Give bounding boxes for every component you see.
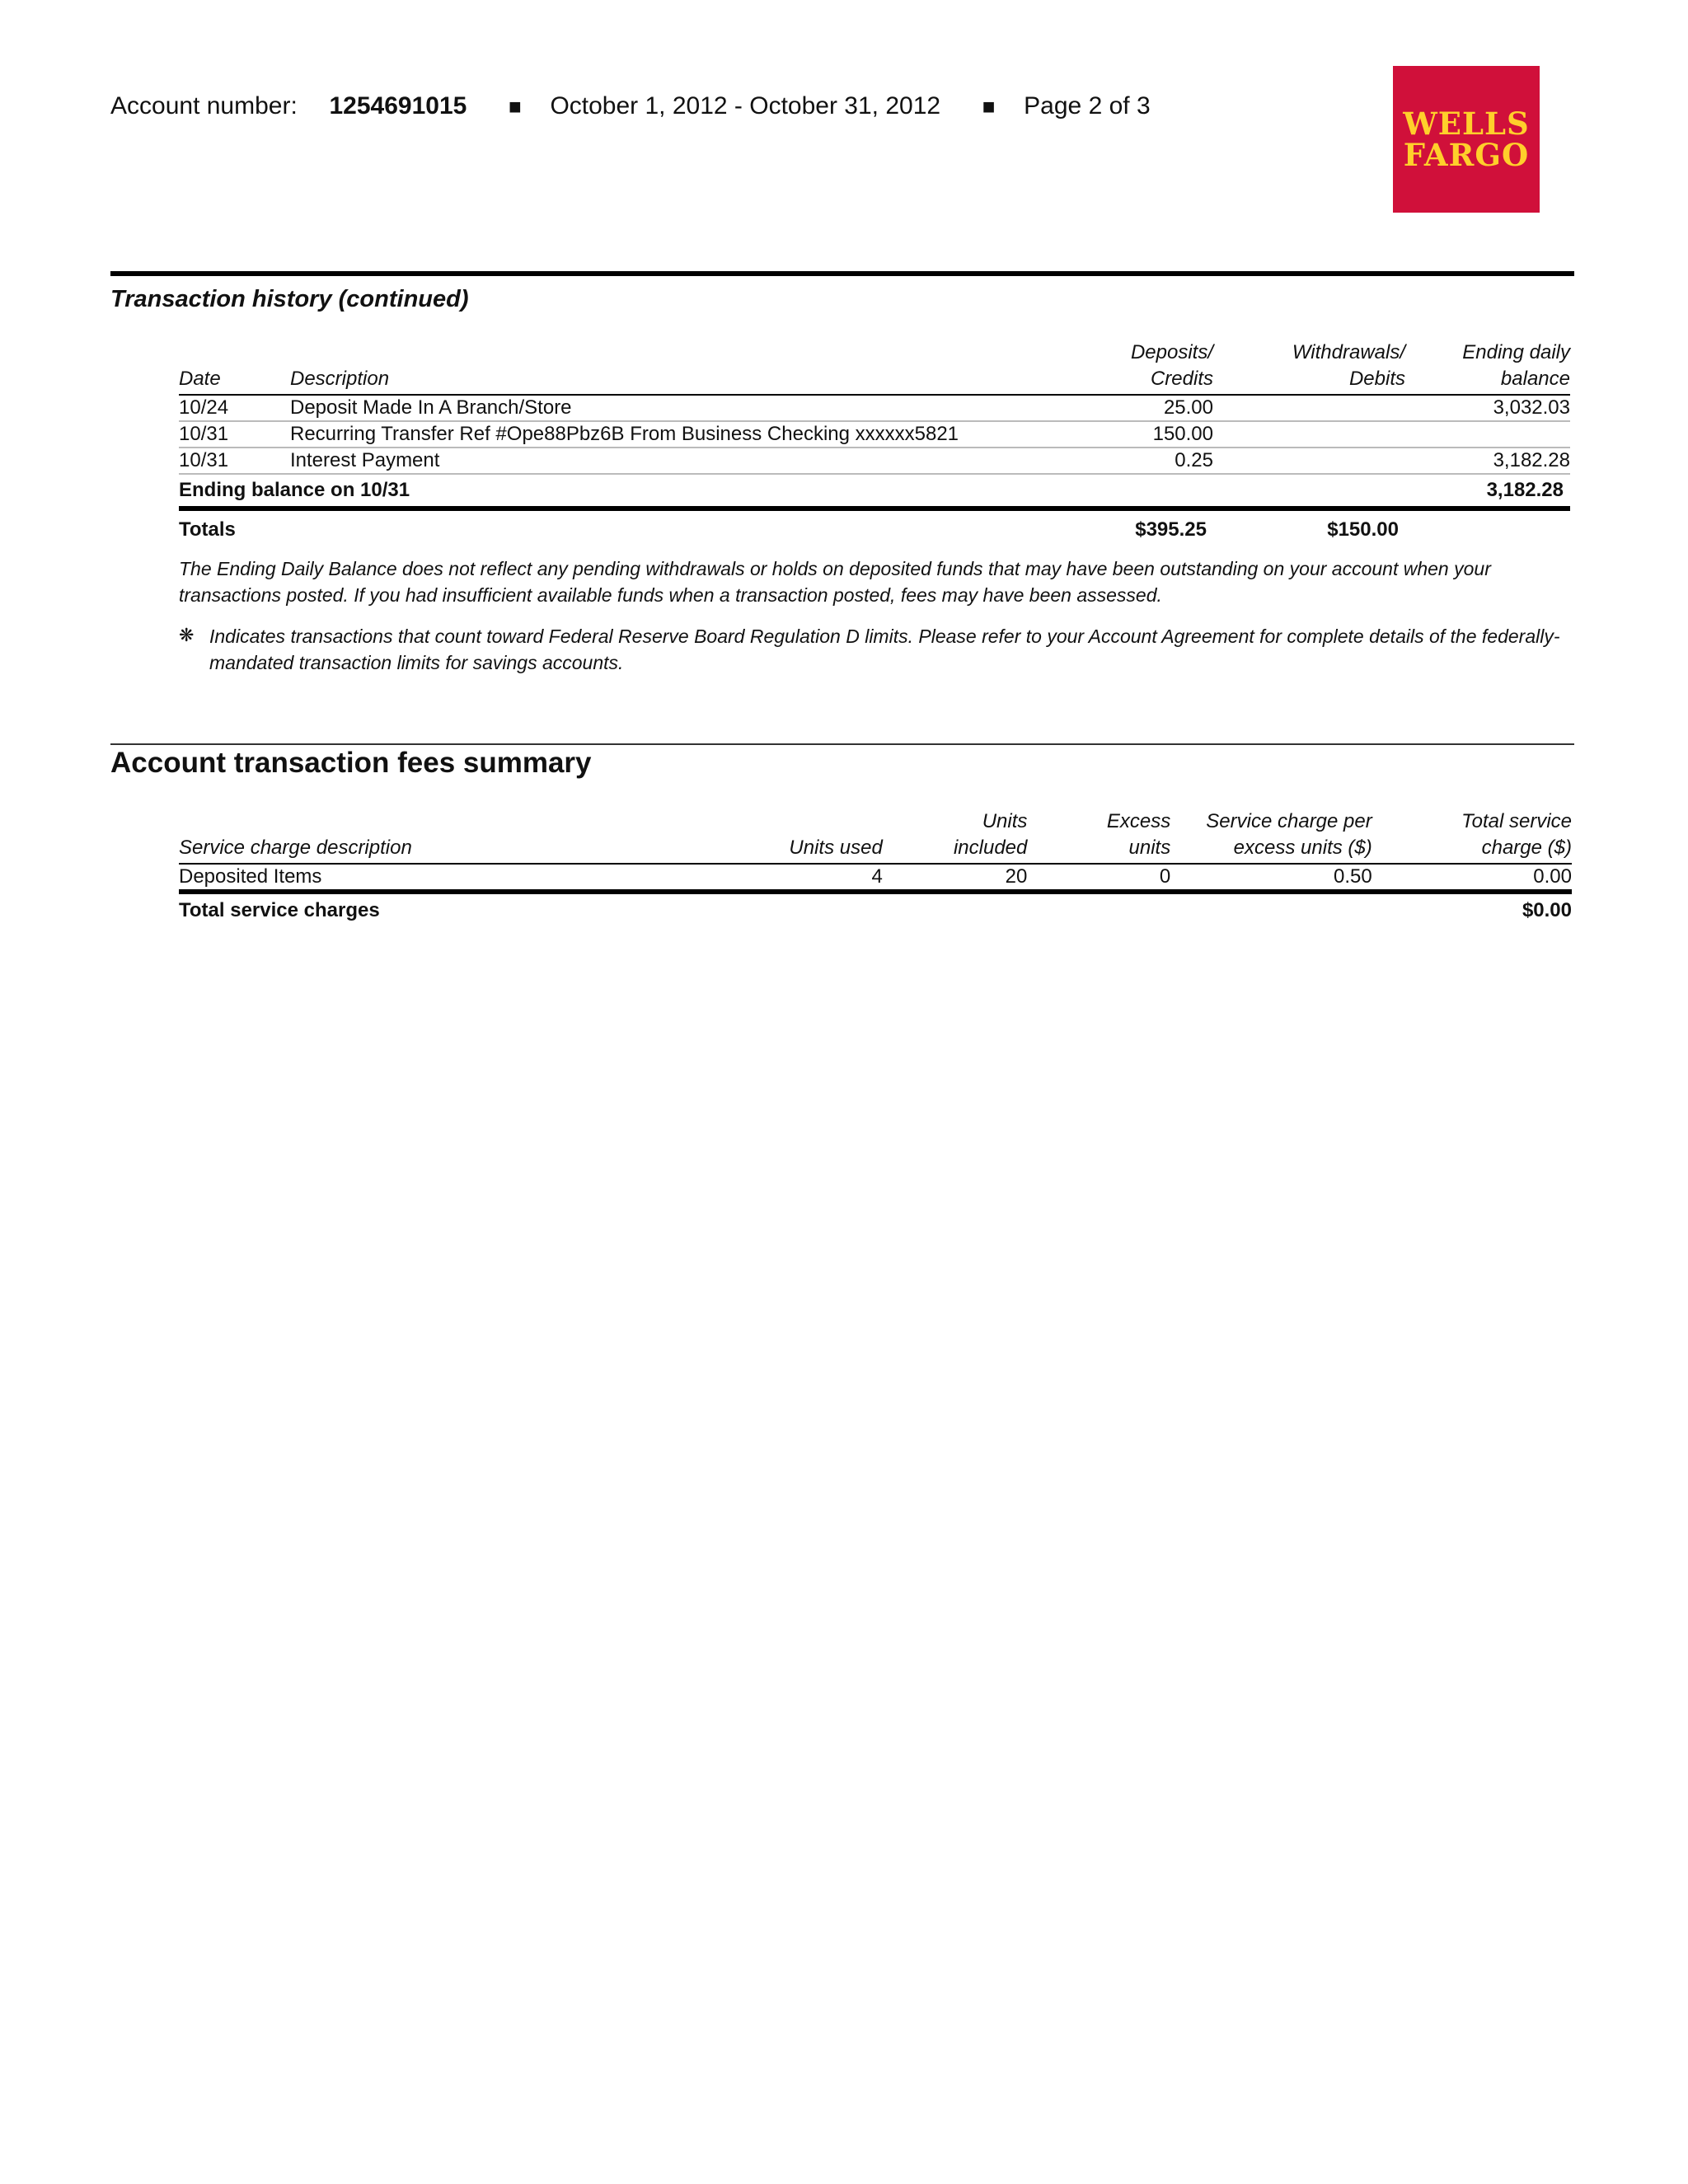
col-units-used: Units used	[652, 808, 883, 864]
logo-line-2: FARGO	[1403, 137, 1530, 173]
fee-total: 0.00	[1372, 864, 1572, 892]
col-total-service-charge: Total service charge ($)	[1372, 808, 1572, 864]
fees-summary-title: Account transaction fees summary	[110, 747, 592, 779]
col-deposits: Deposits/ Credits	[1032, 340, 1213, 395]
statement-period: October 1, 2012 - October 31, 2012	[550, 92, 941, 120]
logo-line-1: WELLS	[1403, 105, 1530, 142]
row-date: 10/24	[179, 395, 290, 421]
col-withdrawals: Withdrawals/ Debits	[1213, 340, 1405, 395]
row-description: Recurring Transfer Ref #Ope88Pbz6B From Business Checking xxxxxx5821	[290, 421, 1032, 448]
row-balance: 3,182.28	[1405, 448, 1570, 474]
row-date: 10/31	[179, 448, 290, 474]
table-row	[179, 864, 1572, 892]
table-row	[179, 395, 1570, 421]
separator-icon: ■	[982, 94, 996, 119]
section-divider	[110, 271, 1574, 276]
separator-icon: ■	[509, 94, 522, 119]
page-indicator: Page 2 of 3	[1024, 92, 1151, 120]
col-balance: Ending daily balance	[1405, 340, 1570, 395]
totals-label: Totals	[179, 518, 236, 541]
regulation-d-note: Indicates transactions that count toward Federal Reserve Board Regulation D limits. Please refer to your Account Agreement for complete details of the federally-mandated transaction limits for savings accounts.	[209, 626, 1560, 673]
totals-deposits: $395.25	[1135, 518, 1207, 541]
row-description: Deposit Made In A Branch/Store	[290, 395, 1032, 421]
row-withdrawals	[1213, 395, 1405, 421]
row-balance: 3,032.03	[1405, 395, 1570, 421]
col-description: Description	[290, 340, 1032, 395]
row-date: 10/31	[179, 421, 290, 448]
fees-table	[179, 808, 1572, 927]
row-deposits: 25.00	[1032, 395, 1213, 421]
section-divider	[110, 743, 1574, 745]
fee-units-included: 20	[883, 864, 1028, 892]
row-balance	[1405, 421, 1570, 448]
row-withdrawals	[1213, 421, 1405, 448]
col-charge-per-excess: Service charge per excess units ($)	[1170, 808, 1372, 864]
col-excess-units: Excess units	[1027, 808, 1170, 864]
transaction-history-title: Transaction history (continued)	[110, 286, 469, 312]
fee-excess-units: 0	[1027, 864, 1170, 892]
wells-fargo-logo	[1393, 66, 1540, 213]
fees-header-row	[179, 808, 1572, 864]
statement-header	[110, 92, 1151, 120]
asterisk-icon: ❋	[179, 625, 195, 645]
account-label: Account number:	[110, 92, 298, 120]
col-service-charge-description: Service charge description	[179, 808, 652, 864]
account-number: 1254691015	[329, 92, 467, 120]
table-row	[179, 421, 1570, 448]
row-description: Interest Payment	[290, 448, 1032, 474]
row-withdrawals	[1213, 448, 1405, 474]
transaction-table	[179, 340, 1570, 549]
total-service-charges-value: $0.00	[1522, 899, 1572, 921]
ending-balance-row	[179, 474, 1570, 509]
totals-row	[179, 509, 1570, 549]
fee-units-used: 4	[652, 864, 883, 892]
transaction-header-row	[179, 340, 1570, 395]
total-service-charges-row	[179, 892, 1572, 927]
row-deposits: 150.00	[1032, 421, 1213, 448]
fee-description: Deposited Items	[179, 864, 652, 892]
table-row	[179, 448, 1570, 474]
total-service-charges-label: Total service charges	[179, 899, 380, 921]
col-units-included: Units included	[883, 808, 1028, 864]
totals-balance	[1405, 509, 1570, 549]
ending-balance-value: 3,182.28	[1405, 474, 1570, 509]
totals-withdrawals: $150.00	[1327, 518, 1399, 541]
ending-balance-note: The Ending Daily Balance does not reflect any pending withdrawals or holds on deposited funds that may have been outstanding on your account when your transactions posted. If you had insufficient available funds when a transaction posted, fees may have been assessed.	[179, 558, 1491, 606]
fee-charge-per: 0.50	[1170, 864, 1372, 892]
row-deposits: 0.25	[1032, 448, 1213, 474]
col-date: Date	[179, 340, 290, 395]
ending-balance-label: Ending balance on 10/31	[179, 474, 1405, 509]
